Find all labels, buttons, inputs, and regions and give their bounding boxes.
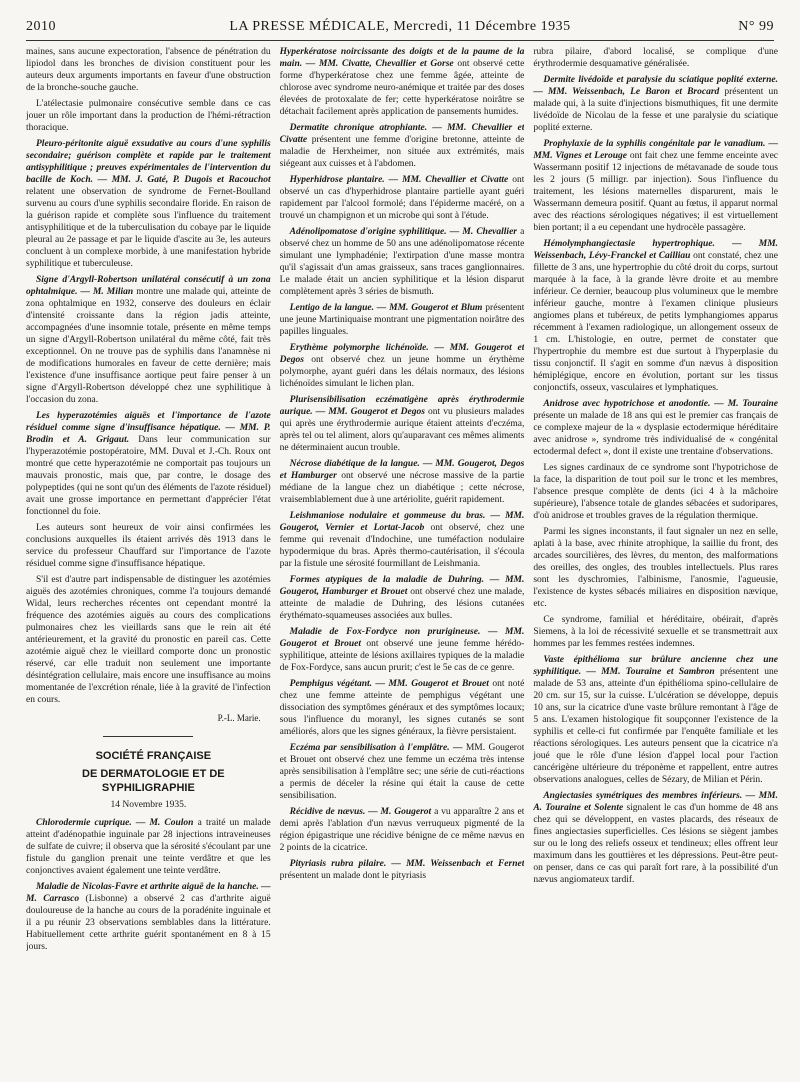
paragraph: Ce syndrome, familial et héréditaire, obéirait, d'après Siemens, à la loi de récessivité sexuelle et se transmettrait aux hommes par les femmes restées indemnes. [533, 615, 778, 649]
article-heading: Pleuro-péritonite aiguë exsudative au cours d'une syphilis secondaire; guérison complète et rapide par le traitement antisyphilitique ; preuves expérimentales de l'intervention du bacille de Koch. — MM. J. Gaté, P. Dugois et Racouchot relatent une observation de syndrome de Fernet-Boulland survenu au cours d'une syphilis secondaire floride. En raison de la guérison rapide et complète sous l'influence du traitement antisyphilitique et de la tuberculisation du cobaye par le liquide pleural au 2e passage et par le liquide d'ascite au 3e, les auteurs concluent à un complexe morbide, à une manifestation hybride syphilitique et tuberculeuse. [26, 139, 271, 269]
paragraph: L'atélectasie pulmonaire consécutive semble dans ce cas jouer un rôle important dans la production de l'hémi-rétraction thoracique. [26, 99, 271, 133]
article-heading: Hyperkératose noircissante des doigts et de la paume de la main. — MM. Civatte, Chevallier et Gorse ont observé cette forme d'hyperkératose chez une femme âgée, atteinte de chlorose avec syndrome neuro-anémique et traitée par des doses élevées de protoxalate de fer; cette hyperkératose noirâtre se détachait facilement après application de pansements humides. [279, 47, 525, 117]
article-heading: Pemphigus végétant. — MM. Gougerot et Brouet ont noté chez une femme atteinte de pemphigus végétant une dissociation des symptômes généraux et des symptômes locaux; sous l'influence du moranyl, les signes cutanés se sont améliorés, alors que les signes généraux, la fièvre persistaient. [279, 679, 525, 737]
page-header [26, 14, 774, 40]
article-heading: Pityriasis rubra pilaire. — MM. Weissenbach et Fernet présentent un malade dont le pityriasis [279, 859, 525, 881]
article-heading: Lentigo de la langue. — MM. Gougerot et Blum présentent une jeune Martiniquaise montrant une pigmentation noirâtre des papilles linguales. [279, 303, 525, 337]
society-subtitle: DE DERMATOLOGIE ET DE SYPHILIGRAPHIE [82, 768, 225, 794]
article-heading: Maladie de Fox-Fordyce non prurigineuse. — MM. Gougerot et Brouet ont observé une jeune femme hérédo-syphilitique, atteinte de lésions axillaires typiques de la maladie de Fox-Fordyce, sans aucun prurit; c'est le 5e cas de ce genre. [279, 627, 525, 673]
paragraph: Les auteurs sont heureux de voir ainsi confirmées les conclusions auxquelles ils étaient arrivés dès 1913 dans le service du professeur Chauffard sur l'importance de l'azote résiduel comme signe d'insuffisance hépatique. [26, 523, 271, 569]
paragraph: S'il est d'autre part indispensable de distinguer les azotémies aiguës des azotémies chroniques, comme l'a toujours demandé Widal, leurs recherches récentes ont cependant montré la fréquence des azotémies aiguës au cours des complications pulmonaires chez les vieillards sans que le rein ait été antérieurement, et la gravité du pronostic en pareil cas. Cette azotémie aiguë chez le vieillard comporte donc un pronostic réservé, car elle traduit non seulement une importante désintégration cellulaire, mais encore une insuffisance au moins momentanée de l'excrétion rénale, liée à la gravité de l'infection en cours. [26, 575, 271, 705]
paragraph: Parmi les signes inconstants, il faut signaler un nez en selle, aplati à la base, avec rhinite atrophique, la saillie du front, des arcades sourcilières, des lèvres, du menton, des malformations des oreilles, des ongles, des troubles intellectuels. Plus rares sont les dyschromies, l'albinisme, l'anosmie, l'agueusie, l'existence de kystes sébacés miliaires en disposition nævique, etc. [533, 527, 778, 609]
article-heading: Vaste épithélioma sur brûlure ancienne chez une syphilitique. — MM. Touraine et Sambron présentent une malade de 53 ans, atteinte d'un épithélioma spino-cellulaire de 20 cm. sur 15, sur la cuisse. L'ulcération se développe, depuis 10 ans, sur la cicatrice d'une vaste brûlure remontant à l'âge de 5 ans. L'examen histologique fit soupçonner l'existence de la syphilis et celle-ci fut confirmée par l'enquête familiale et les réactions sérologiques. Les auteurs pensent que la cicatrice n'a joué que le rôle d'une lésion d'appel local pour l'action cancérigène ultérieure du tréponème et rappellent, entre autres observations analogues, celles de Sézary, de Milian et Périn. [533, 655, 778, 785]
column-2 [280, 46, 525, 1070]
article-heading: Leishmaniose nodulaire et gommeuse du bras. — MM. Gougerot, Vernier et Lortat-Jacob ont observé, chez une femme qui revenait d'Indochine, une tuméfaction nodulaire hypodermique du bras. Après thermo-cautérisation, il s'écoula par la fistule une sérosité fourmillant de Leishmania. [279, 511, 525, 569]
issue-number: N° 99 [738, 19, 774, 34]
author-signature: P.-L. Marie. [217, 713, 261, 723]
text-columns [26, 46, 778, 1070]
article-heading: Erythème polymorphe lichénoïde. — MM. Gougerot et Degos ont observé chez un jeune homme un érythème polymorphe, ayant guéri dans les délais normaux, des lésions lichénoïdes simulant le lichen plan. [279, 343, 525, 389]
article-heading: Eczéma par sensibilisation à l'emplâtre. — MM. Gougerot et Brouet ont observé chez une femme un eczéma très intense après sensibilisation à l'emplâtre sec; une série de cuti-réactions a permis de déceler la résine qui était la cause de cette sensibilisation. [279, 743, 525, 801]
article-heading: Anidrose avec hypotrichose et anodontie. — M. Touraine présente un malade de 18 ans qui est le premier cas français de ce complexe majeur de la « dysplasie ectodermique héréditaire avec anidrose », syndrome très individualisé de « congénital ectodermal defect », dont il existe une trentaine d'observations. [533, 399, 778, 457]
article-heading: Dermatite chronique atrophiante. — MM. Chevallier et Civatte présentent une femme d'origine bretonne, atteinte de maladie de Herxheimer, non située aux extrémités, mais siégeant aux cuisses et à l'abdomen. [279, 123, 525, 169]
article-heading: Maladie de Nicolas-Favre et arthrite aiguë de la hanche. — M. Carrasco (Lisbonne) a observé 2 cas d'arthrite aiguë douloureuse de la hanche au cours de la poradénite inguinale et il a pu réunir 23 observations semblables dans la littérature. Habituellement cette arthrite guérit spontanément en 8 à 15 jours. [26, 882, 271, 952]
header-rule [26, 40, 774, 41]
article-heading: Dermite livédoïde et paralysie du sciatique poplité externe. — MM. Weissenbach, Le Baron et Brocard présentent un malade qui, à la suite d'injections bismuthiques, fit une dermite livédoïde de Nicolau de la fesse et une paralysie du sciatique poplité externe. [533, 75, 778, 133]
article-heading: Formes atypiques de la maladie de Duhring. — MM. Gougerot, Hamburger et Brouet ont observé chez une malade, atteinte de maladie de Duhring, des lésions cutanées érythémato-squameuses associées aux bulles. [279, 575, 525, 621]
article-heading: Adénolipomatose d'origine syphilitique. — M. Chevallier a observé chez un homme de 50 ans une adénolipomatose récente simulant une lymphadénie; l'extirpation d'une masse montra qu'il s'agissait d'un amas graisseux, sans traces ganglionnaires. Le malade était un ancien syphilitique et la lésion disparut complètement après 3 séries de bismuth. [279, 227, 525, 297]
society-title: SOCIÉTÉ FRANÇAISE [95, 750, 212, 762]
article-heading: Chlorodermie cuprique. — M. Coulon a traité un malade atteint d'adénopathie inguinale par 28 injections intraveineuses de sulfate de cuivre; il observa que la sérosité s'écoulant par une fistule du ganglion prenait une teinte verdâtre et que les conjonctives avaient également une teinte verdâtre. [26, 818, 271, 876]
paragraph: maines, sans aucune expectoration, l'absence de pénétration du lipiodol dans les bronches de division constituent pour les auteurs deux arguments importants en faveur d'une obstruction de la bronche-souche gauche. [26, 47, 271, 93]
article-heading: Nécrose diabétique de la langue. — MM. Gougerot, Degos et Hamburger ont observé une nécrose massive de la partie médiane de la langue chez un diabétique ; cette nécrose, vraisemblablement due à une artériolite, guérit rapidement. [279, 459, 525, 505]
page-number: 2010 [26, 19, 56, 34]
session-date: 14 Novembre 1935. [110, 800, 187, 810]
journal-title: LA PRESSE MÉDICALE, Mercredi, 11 Décembre 1935 [229, 19, 571, 34]
article-heading: Signe d'Argyll-Robertson unilatéral consécutif à un zona ophtalmique. — M. Milian montre une malade qui, atteinte de zona ophtalmique en 1932, conserve des douleurs en éclair d'intensité croissante dans la région jadis atteinte, accompagnées d'une insomnie totale, présente en même temps un signe d'Argyll-Robertson unilatéral du même côté, fait très exceptionnel. On ne trouve pas de syphilis dans l'anamnèse ni de modifications humorales en faveur de cette dernière; mais l'existence d'une insuffisance aortique peut faire penser à un signe d'Argyll-Robertson développé chez une syphilitique à l'occasion du zona. [26, 275, 271, 405]
article-heading: Les hyperazotémies aiguës et l'importance de l'azote résiduel comme signe d'insuffisance hépatique. — MM. P. Brodin et A. Grigaut. Dans leur communication sur l'hyperazotémie postopératoire, MM. Duval et J.-Ch. Roux ont montré que cette hyperazotémie ne comportait pas toujours un mauvais pronostic, mais que, par contre, le dosage des polypeptides (qui ne sont qu'un des éléments de l'azote résiduel) avait une grosse importance en permettant d'apprécier l'état fonctionnel du foie. [26, 411, 271, 517]
article-heading: Récidive de nævus. — M. Gougerot a vu apparaître 2 ans et demi après l'ablation d'un nævus verruqueux pigmenté de la région épigastrique une récidive bénigne de ce même nævus en 2 points de la cicatrice. [279, 807, 525, 853]
column-3 [533, 46, 778, 1070]
article-heading: Hyperhidrose plantaire. — MM. Chevallier et Civatte ont observé un cas d'hyperhidrose plantaire partielle ayant guéri rapidement par l'alcool formolé; dans l'épiderme macéré, on a trouvé un champignon et un microbe qui sont à l'étude. [279, 175, 525, 221]
article-heading: Hémolymphangiectasie hypertrophique. — MM. Weissenbach, Lévy-Franckel et Cailliau ont constaté, chez une fillette de 3 ans, une hypertrophie du côté droit du corps, surtout marquée à la face, à la grande lèvre droite et au membre inférieur. Ce dernier, beaucoup plus volumineux que le membre inférieur gauche, montre à l'examen clinique plusieurs angiomes plans et tubéreux, de petits lymphangiomes apparus récemment à l'examen radiologique, un allongement osseux de 1 cm. L'histologie, en outre, permet de constater que l'hypertrophie du membre est due surtout à l'hyperplasie du tissu conjonctif. Il s'agit en somme d'un nævus à disposition hémiplégique, encore en évolution, portant sur les tissus conjonctifs, osseux, vasculaires et lymphatiques. [533, 239, 778, 393]
paragraph: Les signes cardinaux de ce syndrome sont l'hypotrichose de la face, la disparition de tout poil sur le tronc et les membres, l'absence presque complète de dents (ici 4 à la mâchoire supérieure), l'absence totale de glandes sébacées et sudoripares, d'où anidrose et troubles graves de la régulation thermique. [533, 463, 778, 521]
article-heading: Angiectasies symétriques des membres inférieurs. — MM. A. Touraine et Solente signalent le cas d'un homme de 48 ans chez qui se développent, en vastes placards, des réseaux de fines angiectasies superficielles. Ces lésions se siègent jambes sur ou le long des reliefs osseux et tendineux; elles offrent leur maximum dans les gouttières et les dépressions. Peut-être peut-on penser, dans ce cas qui paraît fort rare, à la possibilité d'un nævus angiomateux tardif. [533, 791, 778, 885]
column-1 [26, 46, 271, 1070]
section-divider [103, 736, 193, 737]
paragraph: rubra pilaire, d'abord localisé, se complique d'une érythrodermie desquamative généralisée. [533, 47, 778, 69]
article-heading: Plurisensibilisation eczématigène après érythrodermie aurique. — MM. Gougerot et Degos ont vu plusieurs malades qui après une érythrodermie aurique étaient atteints d'eczéma, après tel ou tel aliment, alors qu'auparavant ces mêmes aliments ne déterminaient aucun trouble. [279, 395, 525, 453]
article-heading: Prophylaxie de la syphilis congénitale par le vanadium. — MM. Vignes et Lerouge ont fait chez une femme enceinte avec Wassermann positif 12 injections de métavanade de soude tous les 2 jours (5 milligr. par injection). Sous l'influence du traitement, les lésions maternelles disparurent, mais le Wassermann demeura positif. Quant au fœtus, il apparut normal avec des réactions sérologiques négatives; il est virtuellement bien portant; il a eu cependant une hydrocèle passagère. [533, 139, 778, 233]
